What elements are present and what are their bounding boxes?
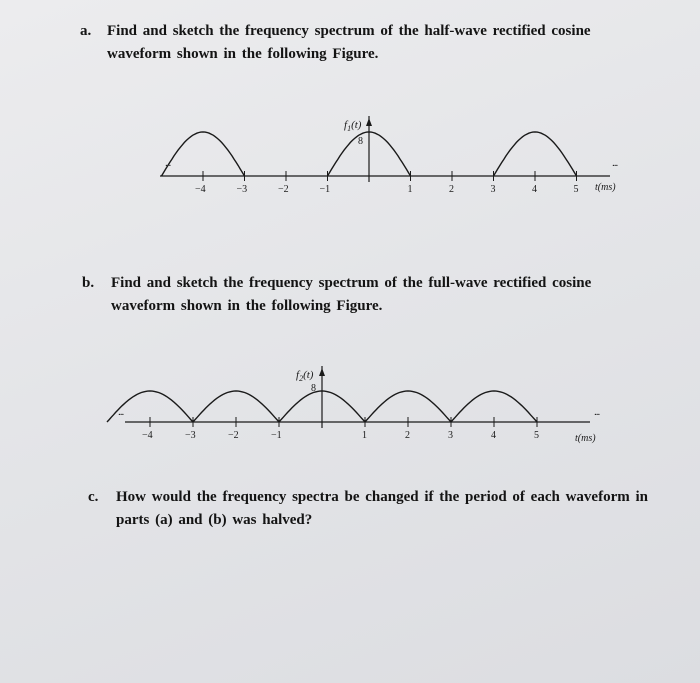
- full-wave-tick-labels: [142, 430, 539, 441]
- question-a: [80, 20, 660, 66]
- question-b-letter: b.: [82, 275, 95, 291]
- full-wave-x-axis-label: t(ms): [575, 433, 596, 444]
- question-c-text: How would the frequency spectra be changed if the period of each waveform in parts (a) and (b) was halved?: [116, 489, 648, 528]
- tick-label: −4: [142, 430, 153, 441]
- half-wave-lobe: [494, 132, 577, 176]
- tick-label: −2: [278, 184, 289, 195]
- tick-label: 5: [534, 430, 539, 441]
- tick-label: 2: [449, 184, 454, 195]
- tick-label: 1: [362, 430, 367, 441]
- tick-label: −2: [228, 430, 239, 441]
- question-c-letter: c.: [88, 489, 99, 505]
- tick-label: 5: [573, 184, 579, 195]
- question-a-letter: a.: [80, 23, 92, 39]
- half-wave-lobe: [162, 132, 245, 176]
- question-b: [82, 272, 652, 318]
- tick-label: −1: [319, 184, 331, 195]
- half-wave-x-axis-label: t(ms): [595, 182, 616, 193]
- half-wave-peak-label: 8: [358, 136, 363, 147]
- full-wave-ellipsis-left: ...: [118, 406, 124, 418]
- tick-label: −3: [236, 184, 248, 195]
- full-wave-ellipsis-right: ...: [594, 406, 600, 418]
- question-a-text: Find and sketch the frequency spectrum of the half-wave rectified cosine waveform shown in the following Figure.: [107, 23, 591, 62]
- tick-label: 3: [490, 184, 496, 195]
- half-wave-ellipsis-right: ...: [612, 157, 618, 169]
- tick-label: 4: [491, 430, 496, 441]
- full-wave-y-axis: [319, 366, 325, 428]
- question-c: [88, 486, 648, 532]
- tick-label: −3: [185, 430, 196, 441]
- tick-label: 2: [405, 430, 410, 441]
- half-wave-y-axis: [366, 116, 372, 182]
- tick-label: 1: [407, 184, 413, 195]
- tick-label: 4: [532, 184, 537, 195]
- full-wave-figure: [0, 360, 700, 460]
- full-wave-peak-label: 8: [311, 383, 316, 394]
- question-b-text: Find and sketch the frequency spectrum of the full-wave rectified cosine waveform shown in the following Figure.: [111, 275, 592, 314]
- tick-label: −1: [271, 430, 282, 441]
- tick-label: −4: [195, 184, 206, 195]
- half-wave-tick-labels: [195, 184, 579, 195]
- half-wave-figure: [0, 110, 700, 210]
- tick-label: 3: [448, 430, 453, 441]
- half-wave-ellipsis-left: ...: [165, 157, 171, 169]
- half-wave-y-label: $f_1(t)$: [344, 119, 362, 133]
- full-wave-y-label: $f_2(t)$: [296, 369, 314, 383]
